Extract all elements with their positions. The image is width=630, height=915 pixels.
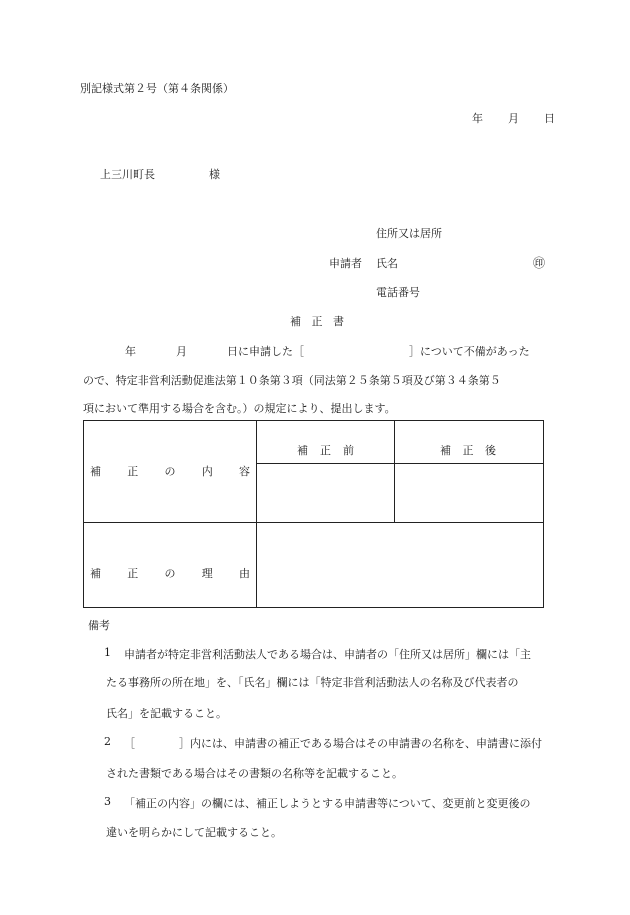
body-year: 年 (125, 345, 136, 358)
title-char: 書 (333, 315, 344, 328)
header-after: 補 正 後 (440, 444, 496, 457)
date-month-label: 月 (508, 112, 519, 125)
note-1-line-2: たる事務所の所在地」を、「氏名」欄には「特定非営利活動法人の名称及び代表者の (106, 676, 519, 689)
note-1-line-3: 氏名」を記載すること。 (106, 707, 227, 720)
form-number: 別記様式第２号（第４条関係） (80, 82, 234, 95)
document-title (290, 313, 344, 329)
note-3-line-2: 違いを明らかにして記載すること。 (106, 826, 282, 839)
body-line3: 項において準用する場合を含む。）の規定により、提出します。 (83, 402, 396, 415)
correction-table (83, 420, 544, 608)
note-1-line-1: 申請者が特定非営利活動法人である場合は、申請者の「住所又は居所」欄には「主 (124, 648, 531, 661)
addressee-name: 上三川町長 (100, 168, 155, 181)
before-content-cell[interactable] (257, 464, 393, 521)
seal-mark: ㊞ (533, 256, 546, 270)
body-month: 月 (176, 345, 187, 358)
title-char: 正 (311, 315, 323, 328)
title-char: 補 (290, 315, 301, 328)
notes-heading: 備考 (88, 619, 110, 632)
reason-cell[interactable] (257, 523, 543, 607)
note-3-number: 3 (104, 795, 111, 808)
after-content-cell[interactable] (395, 464, 543, 521)
date-day-label: 日 (544, 112, 555, 125)
date-year-label: 年 (472, 112, 483, 125)
body-day-applied: 日に申請した［ (227, 345, 304, 358)
note-2-line-2: された書類である場合はその書類の名称等を記載すること。 (106, 767, 403, 780)
phone-label: 電話番号 (376, 286, 420, 299)
row-label-reason: 補 正 の 理 由 (90, 567, 250, 580)
addressee-honorific: 様 (209, 168, 220, 181)
header-before: 補 正 前 (297, 444, 354, 457)
note-2-line-1: ［ ］内には、申請書の補正である場合はその申請書の名称を、申請書に添付 (124, 737, 542, 750)
name-label: 氏名 (376, 257, 398, 270)
body-line1-end: ］について不備があった (409, 345, 530, 358)
note-1-number: 1 (104, 646, 111, 659)
address-label: 住所又は居所 (376, 227, 442, 240)
note-3-line-1: 「補正の内容」の欄には、補正しようとする申請書等について、変更前と変更後の (124, 797, 531, 810)
note-2-number: 2 (104, 735, 111, 748)
body-line2: ので、特定非営利活動促進法第１０条第３項（同法第２５条第５項及び第３４条第５ (83, 374, 501, 387)
applicant-label: 申請者 (329, 257, 362, 270)
row-label-content: 補 正 の 内 容 (90, 465, 250, 478)
